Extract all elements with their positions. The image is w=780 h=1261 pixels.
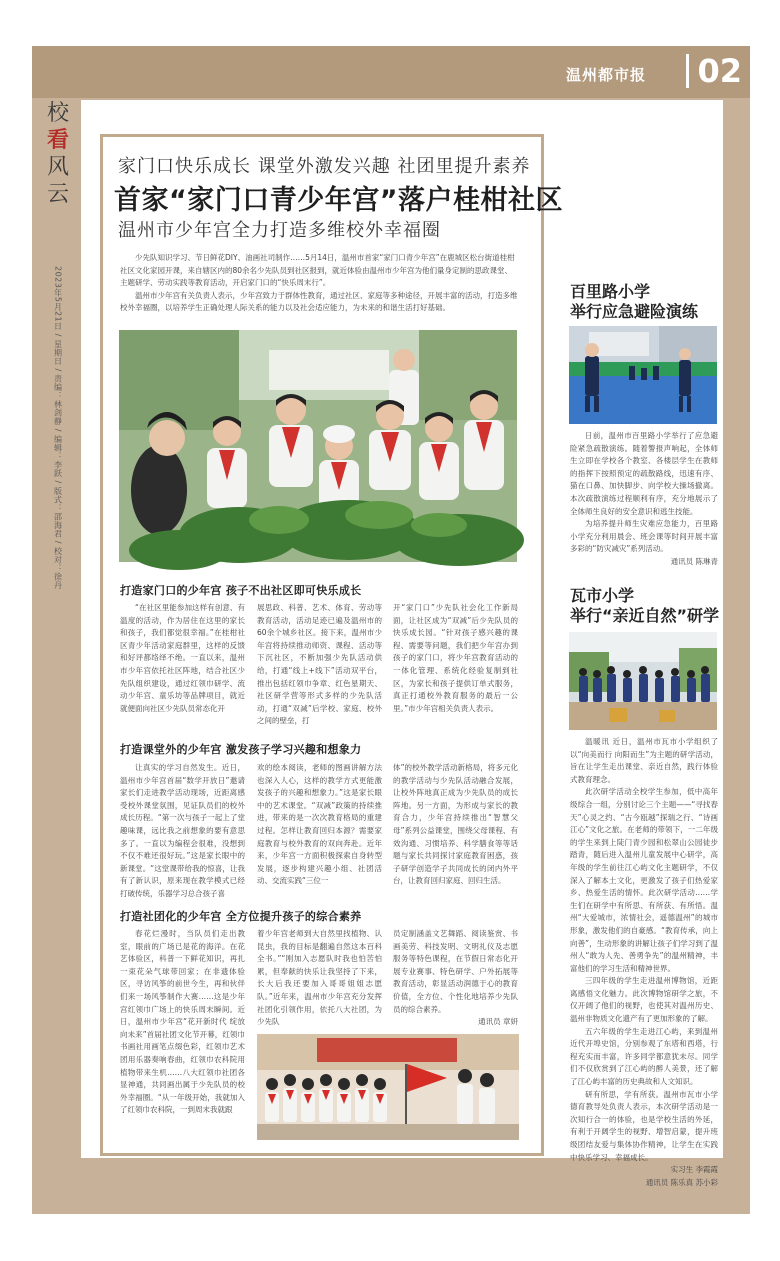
byline: 通讯员 陈琳青: [670, 556, 718, 566]
header-strip: [32, 46, 750, 98]
article-column: 着少年宫老师到大自然里找植物、认昆虫，我的目标是翻遍自然这本百科全书。”“刚加入志愿队时我也怕苦怕累，但奉献的快乐让我坚持了下来，长大后我还要加入哥哥姐姐志愿队。”近年来，温州市少年宫充分发挥社团化引领作用，依托八大社团，为少先队: [257, 929, 382, 1027]
right-story-text: 日前，温州市百里路小学举行了应急避险紧急疏散演练。随着警报声响起，全体师生立即在学校各个教室、各楼层学生在教师的指挥下按照预定的疏散路线，迅速有序、猫在口鼻、加快脚步、向学校大操场撤离。本次疏散演练过程顺利有序，充分地展示了全体师生良好的安全意识和逃生技能。 为培养提升师生灾难应急能力，百里路小学充分利用晨会、班会课等时间开展丰富多彩的“防灾减灾”系列活动。 通讯员 陈琳青: [570, 430, 718, 564]
article-column: 体”的校外教学活动新格局，将多元化的教学活动与少先队活动融合发展，让校外阵地真正成为少先队员的成长阵地。另一方面，为形成与家长的教育合力，少年宫持续推出“智慧父母”系列公益课堂，围绕父母课程、有效沟通、习惯培养、科学膳食等等话题与家长共同探讨家庭教育困惑，孩子研学创造学子共同成长的闭内外平台，让教育回归家庭、回归生活。: [393, 763, 518, 886]
right-story-text: 温暖讯 近日，温州市瓦市小学组织了以“向美而行 向阳而生”为主题的研学活动，旨在让学生走出课堂、亲近自然，践行体验式教育理念。 此次研学活动全校学生参加，低中高年级综合一组，分别讨论三个主题——“寻找春天”心灵之约、“古今瓯越”探瑞之行、“诗画江心”文化之旅。在老师的带领下，一二年级的学生来到上陡门青少园和松翠山公园徒步踏青，随后进入温州儿童发展中心研学，高年级的学生前往江心屿文化主题研学，不仅深入了解本土文化，更激发了孩子们热爱家乡、热爱生活的情怀。此次研学活动……学生们在研学中有所思、有所获、有所悟。温州“大爱城市，浓情社会，遥德温州”的城市形象，激发他们的自豪感。“教育传承，向上向善”，生动形象的讲解让孩子们学习到了温州人“敢为人先、善勇争先”的温州精神，丰富他们的学习生活和精神世界。 三四年级的学生走进温州博物馆，近距离感悟文化魅力。此次博物馆研学之旅，不仅开阔了他们的视野，也使其对温州历史、温州非物质文化遗产有了更加形象的了解。 五六年级的学生走进江心屿，来到温州近代开埠史馆，分别参观了东塔和西塔，行程充实而丰富，许多同学都意犹未尽。同学们不仅欣赏到了江心屿的醉人美景，还了解了江心屿丰富的历史典故和人文知识。 研有所思，学有所获。温州市瓦市小学德育教导处负责人表示，本次研学活动是一次知行合一的体验，也是学校生活的外延，有利于开阔学生的视野、增智启蒙，提升班级团结友爱与集体协作精神，让学生在实践中快乐学习、幸福成长。 实习生 李霞霞 通讯员 陈乐真 苏小彩: [570, 736, 718, 1158]
byline: 通讯员 陈乐真 苏小彩: [645, 1177, 718, 1187]
article-column: 员定制涵盖文艺舞蹈、阅读鉴赏、书画美劳、科技发明、文明礼仪及志愿服务等特色课程，在节假日常态化开展专业赛事、特色研学、户外拓展等教育活动，彰显活动润德于心的教育价值，全方位、个性化地培养少先队员的综合素养。 通讯员 章妍: [393, 928, 518, 1028]
kicker: 家门口快乐成长 课堂外激发兴趣 社团里提升素养: [118, 156, 531, 177]
drill-photo: [569, 326, 717, 424]
section-title: 校 看 风 云: [46, 101, 69, 207]
club-photo: [257, 1034, 519, 1140]
headline: 首家“家门口青少年宫”落户桂柑社区: [114, 185, 563, 216]
right-story-title: 百里路小学 举行应急避险演练: [570, 282, 699, 321]
lead-paragraph: 温州市少年宫有关负责人表示，少年宫致力于群体性教育，通过社区、家庭等多种途径，开展丰富的活动，打造多维校外幸福圈，以培养学生正确处理人际关系的能力以及社会适应能力，为未来的和谐生活打好基础。: [120, 290, 518, 312]
byline: 实习生 李霞霞: [670, 1165, 718, 1175]
page-meta: 2023年5月21日 / 星期日 / 责编：林剑静 / 编辑：李跃 / 版式：邵海君 / 校对：徐丹: [53, 266, 63, 590]
section-heading: 打造家门口的少年宫 孩子不出社区即可快乐成长: [120, 584, 362, 597]
section-heading: 打造社团化的少年宫 全方位提升孩子的综合素养: [120, 910, 362, 923]
byline: 通讯员 章妍: [478, 1017, 518, 1027]
article-column: 开“家门口”少先队社会化工作新局面，让社区成为“双减”后少先队员的快乐成长园。“针对孩子感兴趣的课程、需要等问题，我们把少年宫办到孩子的家门口，将少年宫教育活动的一体化管理、系统化经验复制到社区，为家长和孩子提供订单式服务，真正打通校外教育服务的最后一公里。”市少年宫相关负责人表示。: [393, 603, 518, 713]
study-trip-photo: [569, 632, 717, 730]
lead-paragraphs: [120, 252, 518, 315]
main-photo: [119, 330, 517, 562]
subheadline: 温州市少年宫全力打造多维校外幸福圈: [118, 220, 441, 241]
masthead: 温州都市报: [565, 66, 646, 84]
right-story-title: 瓦市小学 举行“亲近自然”研学: [570, 586, 720, 625]
article-column: 展思政、科普、艺术、体育、劳动等教育活动，活动足迹已遍及温州市的60余个城乡社区。接下来，温州市少年宫将持续推动师资、课程、活动等下沉社区，不断加强少先队活动供给，打通“线上+线下”活动双平台，推出包括红领巾争章、红色星期天、社区研学营等形式多样的少先队活动，打通“双减”后学校、家庭、校外之间的壁垒，打: [257, 603, 382, 726]
article-column: 欢的绘本阅读，老师的图画讲解方法也深入人心，这样的教学方式更能激发孩子的兴趣和想象力。”这是家长眼中的艺术课堂。“双减”政策的持续推进，带来的是一次次教育格局的重建过程。怎样让教育回归本源？需要家庭教育与校外教育的双向奔赴。近年来，少年宫一方面积极探索自身转型发展，逐步构建兴趣小组、社团活动、交流实践“三位一: [257, 763, 382, 886]
article-column: “在社区里能参加这样有创意、有温度的活动，作为居住在这里的家长和孩子，我们都觉很幸福。”在桂柑社区青少年活动家庭群里，这样的反馈和好评都络绎不绝。一直以来，温州市少年宫依托社区阵地，结合社区少先队组织建设，通过红领巾研学、流动少年宫、童乐坊等品牌项目，就近就便面向社区少先队员常态化开: [120, 603, 245, 713]
page-number: 02: [686, 54, 742, 88]
article-column: 春花烂漫时，当队员们走出教室，眼前的广场已是花的海洋。在花艺体验区，科普一下鲜花知识，再扎一束花朵气球带回家；在非遗体验区，寻访风筝的前世今生，再和伙伴们来一场风筝制作大赛……这是少年宫红领巾广场上的快乐周末瞬间。近日，温州市少年宫“花开新时代 绽放向未来”首届社团文化节开幕，红领巾书画社用画笔点缀色彩，红领巾艺术团用乐器奏响春曲，红领巾农科院用植物带来生机……八大红领巾社团各显神通，共同画出属于少先队员的校外幸福圈。“从一年级开始，我就加入了红领巾农科院，一到周末我就跟: [120, 929, 245, 1115]
lead-paragraph: 少先队知识学习、节日鲜花DIY、油画社司制作……5月14日，温州市首家“家门口青少年宫”在鹿城区松台街道桂柑社区文化家园开课，来自辖区内的80余名少先队员到社区报到，就近体验由温州市少年宫为他们量身定制的思政课堂、主题研学、劳动实践等教育活动，开启家门口的“快乐周末行”。: [120, 253, 515, 287]
section-column: [40, 100, 76, 638]
section-heading: 打造课堂外的少年宫 激发孩子学习兴趣和想象力: [120, 743, 362, 756]
article-column: 让真实的学习自然发生。近日，温州市少年宫首届“数学开放日”邀请家长们走进教学活动现场，近距离感受校外课堂氛围，见证队员们的校外成长历程。“第一次与孩子一起上了堂趣味课，远比我之前想象的要有意思多了。一直以为编程会很难，没想到不仅不难还很好玩。”这是家长眼中的新课堂。“这堂课带给我的惊喜，让我有了新认识，原来现在教学模式已经打破传统，乐器学习总合孩子喜: [120, 763, 245, 898]
